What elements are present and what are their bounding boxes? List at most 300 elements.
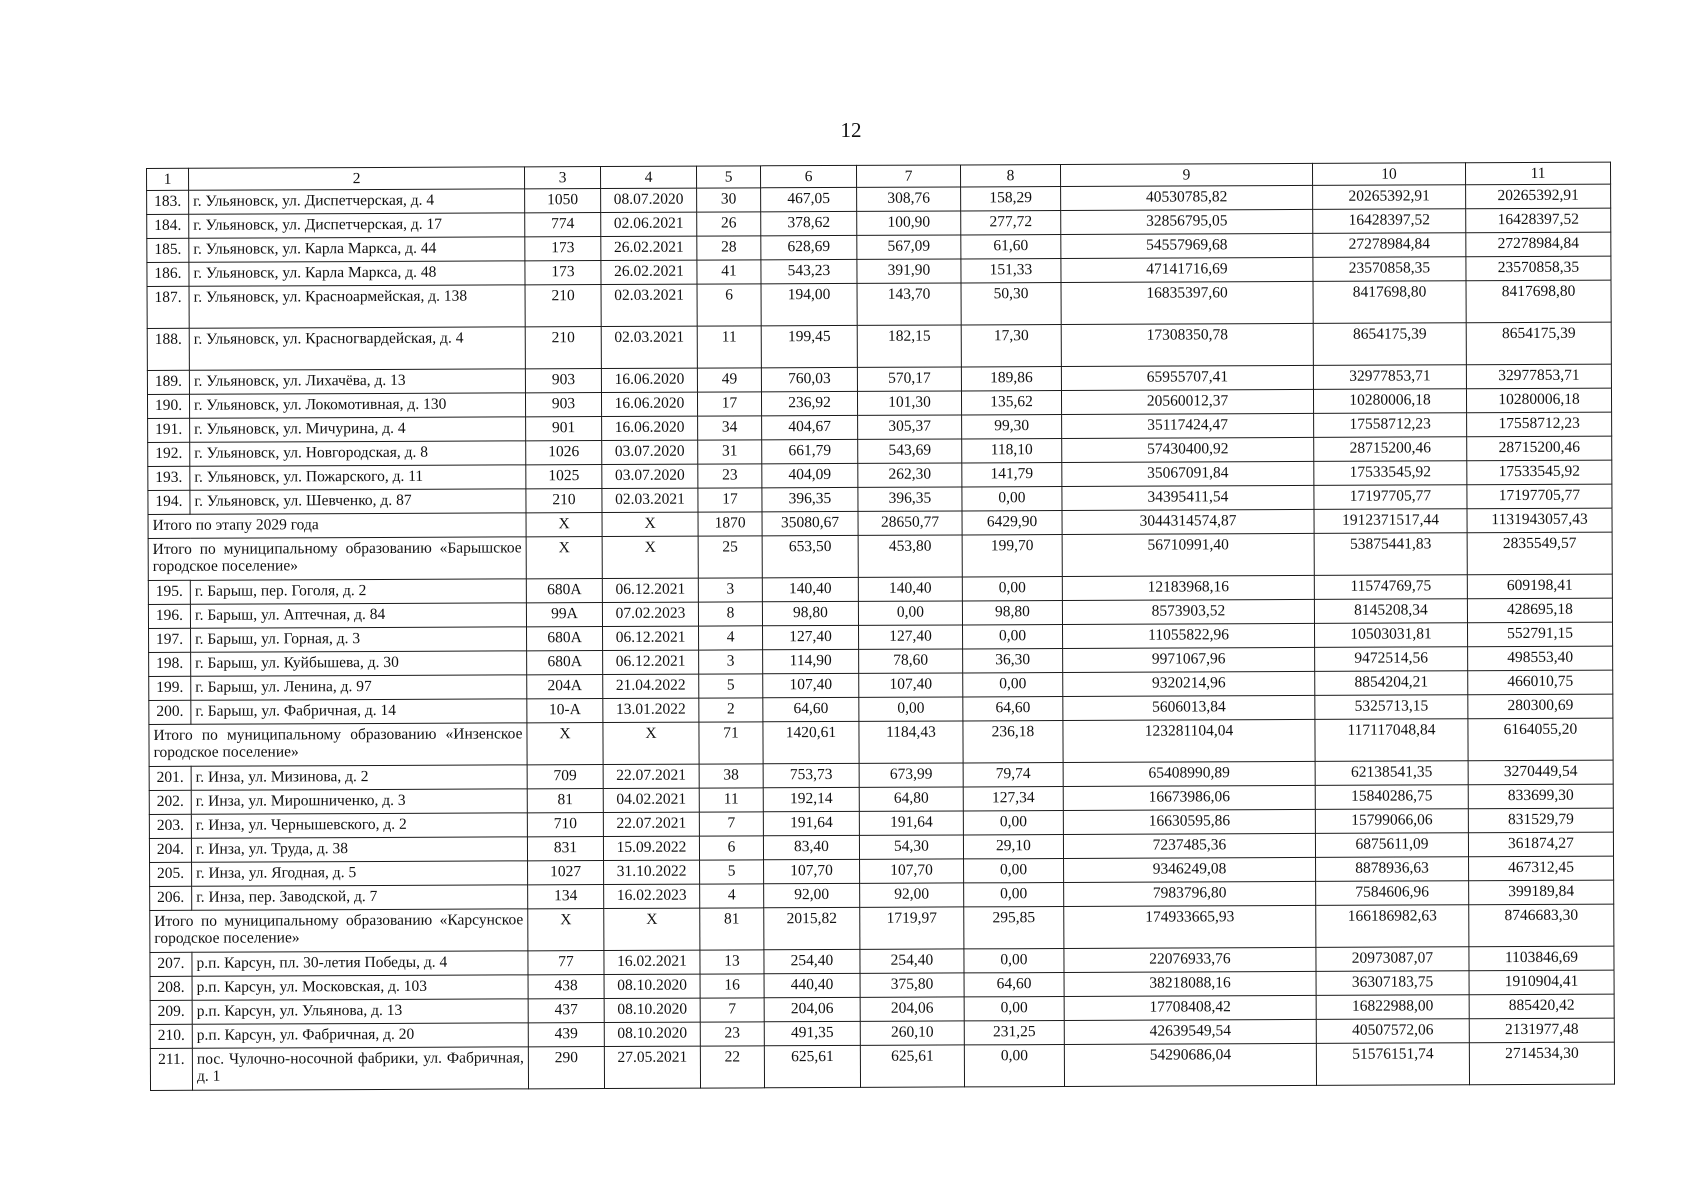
value-cell-col5: 34 [698, 416, 762, 440]
value-cell-col3: 210 [526, 489, 602, 513]
address-cell: г. Ульяновск, ул. Диспетчерская, д. 17 [189, 213, 525, 238]
address-cell: р.п. Карсун, ул. Московская, д. 103 [192, 975, 528, 1000]
row-number: 183. [147, 190, 189, 214]
value-cell-col5: 3 [699, 650, 763, 674]
value-cell-col3: 204А [527, 675, 603, 699]
address-cell: г. Инза, ул. Труда, д. 38 [191, 837, 527, 862]
address-cell: г. Ульяновск, ул. Мичурина, д. 4 [190, 417, 526, 442]
address-cell: р.п. Карсун, ул. Ульянова, д. 13 [192, 999, 528, 1024]
value-cell-col3: 680А [527, 651, 603, 675]
value-cell-col9: 123281104,04 [1063, 719, 1315, 762]
value-cell-col6: 35080,67 [762, 511, 858, 535]
value-cell-col4: 06.12.2021 [603, 626, 699, 650]
value-cell-col5: 71 [699, 722, 763, 764]
value-cell-col6: 199,45 [761, 325, 857, 367]
value-cell-col8: 118,10 [962, 439, 1062, 463]
value-cell-col8: 0,00 [963, 673, 1063, 697]
value-cell-col11: 399189,84 [1469, 880, 1614, 905]
value-cell-col8: 0,00 [962, 487, 1062, 511]
value-cell-col3: 1027 [528, 861, 604, 885]
value-cell-col6: 404,67 [762, 415, 858, 439]
value-cell-col11: 552791,15 [1467, 622, 1612, 647]
value-cell-col5: 11 [697, 326, 761, 368]
value-cell-col9: 9971067,96 [1063, 647, 1315, 672]
row-number: 210. [150, 1024, 192, 1048]
value-cell-col6: 661,79 [762, 439, 858, 463]
row-number: 193. [148, 466, 190, 490]
value-cell-col3: X [528, 909, 604, 951]
value-cell-col9: 16673986,06 [1063, 785, 1315, 810]
value-cell-col4: X [603, 722, 699, 764]
value-cell-col11: 833699,30 [1468, 784, 1613, 809]
column-header: 11 [1465, 162, 1610, 185]
value-cell-col8: 231,25 [964, 1021, 1064, 1045]
value-cell-col8: 135,62 [961, 391, 1061, 415]
address-cell: г. Ульяновск, ул. Шевченко, д. 87 [190, 489, 526, 514]
row-number: 189. [147, 370, 189, 394]
value-cell-col11: 8746683,30 [1469, 904, 1614, 947]
value-cell-col6: 92,00 [764, 883, 860, 907]
value-cell-col8: 158,29 [961, 187, 1061, 211]
total-label: Итого по муниципальному образованию «Барышское городское поселение» [148, 537, 526, 581]
value-cell-col11: 3270449,54 [1468, 760, 1613, 785]
value-cell-col9: 9320214,96 [1063, 671, 1315, 696]
column-header: 4 [600, 166, 696, 188]
value-cell-col8: 29,10 [963, 835, 1063, 859]
address-cell: г. Барыш, пер. Гоголя, д. 2 [190, 579, 526, 604]
value-cell-col5: 1870 [698, 512, 762, 536]
value-cell-col4: 08.10.2020 [604, 974, 700, 998]
value-cell-col9: 35067091,84 [1062, 461, 1314, 486]
value-cell-col6: 440,40 [764, 973, 860, 997]
value-cell-col7: 1184,43 [859, 721, 963, 763]
value-cell-col9: 56710991,40 [1062, 533, 1314, 576]
value-cell-col6: 140,40 [762, 577, 858, 601]
address-cell: пос. Чулочно-носочной фабрики, ул. Фабричная, д. 1 [192, 1047, 528, 1090]
value-cell-col11: 20265392,91 [1466, 184, 1611, 209]
value-cell-col11: 831529,79 [1468, 808, 1613, 833]
value-cell-col9: 35117424,47 [1062, 413, 1314, 438]
value-cell-col7: 308,76 [857, 187, 961, 211]
column-header: 2 [189, 167, 525, 190]
value-cell-col10: 20265392,91 [1313, 185, 1466, 210]
value-cell-col9: 17708408,42 [1064, 995, 1316, 1020]
value-cell-col4: 22.07.2021 [603, 812, 699, 836]
value-cell-col6: 83,40 [763, 835, 859, 859]
value-cell-col10: 16428397,52 [1313, 209, 1466, 234]
value-cell-col6: 194,00 [761, 283, 857, 325]
address-cell: г. Барыш, ул. Аптечная, д. 84 [190, 603, 526, 628]
value-cell-col11: 6164055,20 [1468, 718, 1613, 761]
value-cell-col10: 36307183,75 [1316, 971, 1469, 996]
row-number: 205. [150, 862, 192, 886]
value-cell-col5: 3 [698, 578, 762, 602]
table-row [147, 280, 1611, 328]
column-header: 9 [1060, 163, 1312, 186]
value-cell-col6: 760,03 [761, 367, 857, 391]
value-cell-col8: 61,60 [961, 235, 1061, 259]
value-cell-col11: 280300,69 [1468, 694, 1613, 719]
address-cell: г. Инза, ул. Мирошниченко, д. 3 [191, 789, 527, 814]
address-cell: р.п. Карсун, ул. Фабричная, д. 20 [192, 1023, 528, 1048]
value-cell-col4: 03.07.2020 [602, 440, 698, 464]
value-cell-col5: 16 [700, 974, 764, 998]
value-cell-col3: 81 [527, 789, 603, 813]
value-cell-col11: 609198,41 [1467, 574, 1612, 599]
value-cell-col7: 101,30 [857, 391, 961, 415]
value-cell-col6: 127,40 [763, 625, 859, 649]
value-cell-col6: 653,50 [762, 535, 858, 577]
column-header: 8 [960, 165, 1060, 187]
value-cell-col5: 5 [700, 860, 764, 884]
value-cell-col7: 1719,97 [860, 907, 964, 949]
value-cell-col11: 8417698,80 [1466, 280, 1611, 323]
row-number: 196. [148, 604, 190, 628]
value-cell-col6: 98,80 [762, 601, 858, 625]
value-cell-col6: 2015,82 [764, 907, 860, 949]
value-cell-col3: 680А [527, 627, 603, 651]
value-cell-col3: X [526, 537, 602, 579]
value-cell-col10: 11574769,75 [1314, 575, 1467, 600]
address-cell: г. Барыш, ул. Фабричная, д. 14 [191, 699, 527, 724]
value-cell-col9: 40530785,82 [1061, 185, 1313, 210]
row-number: 207. [150, 952, 192, 976]
value-cell-col10: 15799066,06 [1315, 809, 1468, 834]
value-cell-col9: 17308350,78 [1061, 323, 1313, 366]
value-cell-col8: 0,00 [963, 625, 1063, 649]
value-cell-col9: 7237485,36 [1063, 833, 1315, 858]
value-cell-col10: 17533545,92 [1314, 461, 1467, 486]
row-number: 208. [150, 976, 192, 1000]
value-cell-col7: 0,00 [858, 601, 962, 625]
value-cell-col4: 02.03.2021 [601, 326, 697, 368]
value-cell-col10: 20973087,07 [1316, 947, 1469, 972]
value-cell-col3: X [527, 723, 603, 765]
value-cell-col8: 141,79 [962, 463, 1062, 487]
value-cell-col3: 680А [526, 579, 602, 603]
value-cell-col11: 361874,27 [1468, 832, 1613, 857]
value-cell-col4: 02.03.2021 [602, 488, 698, 512]
value-cell-col4: 15.09.2022 [603, 836, 699, 860]
row-number: 186. [147, 262, 189, 286]
value-cell-col4: 27.05.2021 [604, 1046, 700, 1088]
value-cell-col11: 467312,45 [1469, 856, 1614, 881]
row-number: 199. [149, 676, 191, 700]
value-cell-col7: 567,09 [857, 235, 961, 259]
row-number: 198. [149, 652, 191, 676]
value-cell-col4: X [602, 536, 698, 578]
value-cell-col6: 204,06 [764, 997, 860, 1021]
value-cell-col3: 438 [528, 975, 604, 999]
value-cell-col11: 885420,42 [1469, 994, 1614, 1019]
value-cell-col7: 107,40 [859, 673, 963, 697]
value-cell-col7: 127,40 [859, 625, 963, 649]
value-cell-col4: 16.02.2021 [604, 950, 700, 974]
value-cell-col3: 831 [527, 837, 603, 861]
value-cell-col7: 28650,77 [858, 511, 962, 535]
row-number: 184. [147, 214, 189, 238]
value-cell-col4: 06.12.2021 [602, 578, 698, 602]
value-cell-col11: 2714534,30 [1469, 1042, 1614, 1085]
value-cell-col10: 8654175,39 [1313, 323, 1466, 366]
value-cell-col5: 81 [700, 908, 764, 950]
value-cell-col9: 65955707,41 [1061, 365, 1313, 390]
row-number: 192. [148, 442, 190, 466]
value-cell-col11: 2131977,48 [1469, 1018, 1614, 1043]
value-cell-col7: 375,80 [860, 973, 964, 997]
row-number: 188. [147, 328, 189, 370]
value-cell-col6: 114,90 [763, 649, 859, 673]
value-cell-col7: 673,99 [859, 763, 963, 787]
value-cell-col9: 16835397,60 [1061, 281, 1313, 324]
value-cell-col8: 127,34 [963, 787, 1063, 811]
value-cell-col8: 151,33 [961, 259, 1061, 283]
value-cell-col5: 7 [699, 812, 763, 836]
address-cell: г. Ульяновск, ул. Локомотивная, д. 130 [189, 393, 525, 418]
address-cell: г. Барыш, ул. Горная, д. 3 [191, 627, 527, 652]
value-cell-col10: 9472514,56 [1315, 647, 1468, 672]
value-cell-col7: 396,35 [858, 487, 962, 511]
value-cell-col8: 0,00 [962, 577, 1062, 601]
value-cell-col10: 8878936,63 [1316, 857, 1469, 882]
value-cell-col7: 570,17 [857, 367, 961, 391]
table-row [150, 1042, 1614, 1090]
value-cell-col4: 16.06.2020 [602, 416, 698, 440]
value-cell-col3: 710 [527, 813, 603, 837]
value-cell-col8: 64,60 [964, 973, 1064, 997]
value-cell-col10: 17558712,23 [1314, 413, 1467, 438]
row-number: 209. [150, 1000, 192, 1024]
row-number: 185. [147, 238, 189, 262]
value-cell-col9: 11055822,96 [1063, 623, 1315, 648]
row-number: 203. [149, 814, 191, 838]
value-cell-col5: 13 [700, 950, 764, 974]
value-cell-col11: 32977853,71 [1466, 364, 1611, 389]
value-cell-col5: 5 [699, 674, 763, 698]
value-cell-col9: 12183968,16 [1062, 575, 1314, 600]
row-number: 190. [147, 394, 189, 418]
value-cell-col5: 6 [699, 836, 763, 860]
value-cell-col3: 173 [525, 261, 601, 285]
value-cell-col7: 92,00 [860, 883, 964, 907]
value-cell-col10: 23570858,35 [1313, 257, 1466, 282]
value-cell-col4: X [602, 512, 698, 536]
value-cell-col3: 134 [528, 885, 604, 909]
value-cell-col8: 0,00 [964, 859, 1064, 883]
address-cell: г. Инза, ул. Мизинова, д. 2 [191, 765, 527, 790]
value-cell-col3: 1025 [526, 465, 602, 489]
value-cell-col6: 107,70 [764, 859, 860, 883]
value-cell-col10: 51576151,74 [1316, 1043, 1469, 1086]
value-cell-col9: 47141716,69 [1061, 257, 1313, 282]
value-cell-col8: 98,80 [962, 601, 1062, 625]
total-label: Итого по муниципальному образованию «Карсунское городское поселение» [150, 909, 528, 953]
value-cell-col6: 64,60 [763, 697, 859, 721]
value-cell-col7: 391,90 [857, 259, 961, 283]
value-cell-col3: 210 [525, 327, 601, 369]
value-cell-col5: 17 [698, 488, 762, 512]
value-cell-col5: 28 [697, 236, 761, 260]
address-cell: г. Ульяновск, ул. Красноармейская, д. 138 [189, 285, 525, 328]
value-cell-col10: 8854204,21 [1315, 671, 1468, 696]
value-cell-col5: 23 [700, 1022, 764, 1046]
value-cell-col6: 378,62 [761, 211, 857, 235]
value-cell-col10: 1912371517,44 [1314, 509, 1467, 534]
value-cell-col10: 28715200,46 [1314, 437, 1467, 462]
value-cell-col11: 23570858,35 [1466, 256, 1611, 281]
value-cell-col5: 17 [697, 392, 761, 416]
value-cell-col9: 16630595,86 [1063, 809, 1315, 834]
value-cell-col6: 254,40 [764, 949, 860, 973]
value-cell-col10: 166186982,63 [1316, 905, 1469, 948]
value-cell-col7: 254,40 [860, 949, 964, 973]
value-cell-col8: 199,70 [962, 535, 1062, 577]
row-number: 201. [149, 766, 191, 790]
value-cell-col6: 192,14 [763, 787, 859, 811]
address-cell: г. Ульяновск, ул. Новгородская, д. 8 [190, 441, 526, 466]
value-cell-col11: 2835549,57 [1467, 532, 1612, 575]
value-cell-col8: 6429,90 [962, 511, 1062, 535]
value-cell-col10: 16822988,00 [1316, 995, 1469, 1020]
value-cell-col11: 8654175,39 [1466, 322, 1611, 365]
value-cell-col4: 16.02.2023 [604, 884, 700, 908]
value-cell-col9: 20560012,37 [1061, 389, 1313, 414]
value-cell-col6: 467,05 [761, 187, 857, 211]
value-cell-col7: 143,70 [857, 283, 961, 325]
column-header: 6 [760, 165, 856, 187]
value-cell-col10: 6875611,09 [1315, 833, 1468, 858]
value-cell-col3: 903 [525, 393, 601, 417]
row-number: 206. [150, 886, 192, 910]
page-number: 12 [840, 118, 862, 142]
value-cell-col10: 62138541,35 [1315, 761, 1468, 786]
value-cell-col11: 1910904,41 [1469, 970, 1614, 995]
row-number: 211. [150, 1048, 192, 1090]
value-cell-col3: 709 [527, 765, 603, 789]
value-cell-col9: 32856795,05 [1061, 209, 1313, 234]
value-cell-col3: 210 [525, 285, 601, 327]
value-cell-col7: 305,37 [858, 415, 962, 439]
value-cell-col11: 1103846,69 [1469, 946, 1614, 971]
value-cell-col7: 204,06 [860, 997, 964, 1021]
value-cell-col8: 99,30 [962, 415, 1062, 439]
column-header: 1 [147, 168, 189, 190]
address-cell: г. Ульяновск, ул. Карла Маркса, д. 44 [189, 237, 525, 262]
value-cell-col7: 107,70 [860, 859, 964, 883]
value-cell-col5: 7 [700, 998, 764, 1022]
value-cell-col3: 77 [528, 951, 604, 975]
value-cell-col4: 13.01.2022 [603, 698, 699, 722]
address-cell: г. Ульяновск, ул. Красногвардейская, д. 4 [189, 327, 525, 370]
value-cell-col9: 3044314574,87 [1062, 509, 1314, 534]
address-cell: г. Инза, пер. Заводской, д. 7 [192, 885, 528, 910]
column-header: 7 [856, 165, 960, 187]
address-cell: г. Ульяновск, ул. Карла Маркса, д. 48 [189, 261, 525, 286]
value-cell-col7: 260,10 [860, 1021, 964, 1045]
value-cell-col10: 5325713,15 [1315, 695, 1468, 720]
value-cell-col6: 491,35 [764, 1021, 860, 1045]
value-cell-col4: 22.07.2021 [603, 764, 699, 788]
value-cell-col6: 625,61 [764, 1045, 860, 1087]
value-cell-col5: 23 [698, 464, 762, 488]
row-number: 194. [148, 490, 190, 514]
value-cell-col8: 236,18 [963, 721, 1063, 763]
address-cell: г. Ульяновск, ул. Диспетчерская, д. 4 [189, 189, 525, 214]
value-cell-col9: 65408990,89 [1063, 761, 1315, 786]
value-cell-col11: 428695,18 [1467, 598, 1612, 623]
value-cell-col10: 40507572,06 [1316, 1019, 1469, 1044]
address-cell: г. Ульяновск, ул. Пожарского, д. 11 [190, 465, 526, 490]
total-label: Итого по этапу 2029 года [148, 513, 526, 539]
value-cell-col5: 38 [699, 764, 763, 788]
table-row [147, 322, 1611, 370]
housing-program-table [146, 162, 1615, 1091]
address-cell: г. Инза, ул. Ягодная, д. 5 [192, 861, 528, 886]
total-row [148, 532, 1612, 580]
value-cell-col7: 543,69 [858, 439, 962, 463]
value-cell-col11: 1131943057,43 [1467, 508, 1612, 533]
value-cell-col5: 4 [700, 884, 764, 908]
value-cell-col4: 02.06.2021 [601, 212, 697, 236]
value-cell-col10: 53875441,83 [1314, 533, 1467, 576]
value-cell-col9: 42639549,54 [1064, 1019, 1316, 1044]
value-cell-col9: 54557969,68 [1061, 233, 1313, 258]
address-cell: г. Барыш, ул. Куйбышева, д. 30 [191, 651, 527, 676]
value-cell-col10: 8417698,80 [1313, 281, 1466, 324]
value-cell-col11: 17197705,77 [1467, 484, 1612, 509]
value-cell-col10: 7584606,96 [1316, 881, 1469, 906]
value-cell-col8: 0,00 [964, 883, 1064, 907]
column-header: 5 [696, 166, 760, 188]
value-cell-col7: 140,40 [858, 577, 962, 601]
address-cell: г. Ульяновск, ул. Лихачёва, д. 13 [189, 369, 525, 394]
value-cell-col4: 04.02.2021 [603, 788, 699, 812]
value-cell-col8: 50,30 [961, 283, 1061, 325]
value-cell-col10: 8145208,34 [1314, 599, 1467, 624]
value-cell-col11: 17558712,23 [1467, 412, 1612, 437]
value-cell-col5: 31 [698, 440, 762, 464]
value-cell-col4: 16.06.2020 [601, 392, 697, 416]
row-number: 195. [148, 580, 190, 604]
address-cell: р.п. Карсун, пл. 30-летия Победы, д. 4 [192, 951, 528, 976]
value-cell-col7: 54,30 [859, 835, 963, 859]
value-cell-col5: 26 [697, 212, 761, 236]
value-cell-col7: 262,30 [858, 463, 962, 487]
address-cell: г. Инза, ул. Чернышевского, д. 2 [191, 813, 527, 838]
value-cell-col6: 396,35 [762, 487, 858, 511]
value-cell-col9: 5606013,84 [1063, 695, 1315, 720]
value-cell-col6: 404,09 [762, 463, 858, 487]
value-cell-col9: 38218088,16 [1064, 971, 1316, 996]
row-number: 202. [149, 790, 191, 814]
value-cell-col7: 0,00 [859, 697, 963, 721]
value-cell-col8: 0,00 [964, 949, 1064, 973]
value-cell-col11: 17533545,92 [1467, 460, 1612, 485]
value-cell-col3: 437 [528, 999, 604, 1023]
value-cell-col4: X [604, 908, 700, 950]
value-cell-col5: 11 [699, 788, 763, 812]
value-cell-col4: 31.10.2022 [604, 860, 700, 884]
value-cell-col8: 36,30 [963, 649, 1063, 673]
value-cell-col4: 08.07.2020 [601, 188, 697, 212]
value-cell-col6: 236,92 [761, 391, 857, 415]
total-row [149, 718, 1613, 766]
value-cell-col3: 903 [525, 369, 601, 393]
value-cell-col3: 99А [526, 603, 602, 627]
value-cell-col8: 189,86 [961, 367, 1061, 391]
value-cell-col8: 0,00 [963, 811, 1063, 835]
value-cell-col6: 107,40 [763, 673, 859, 697]
